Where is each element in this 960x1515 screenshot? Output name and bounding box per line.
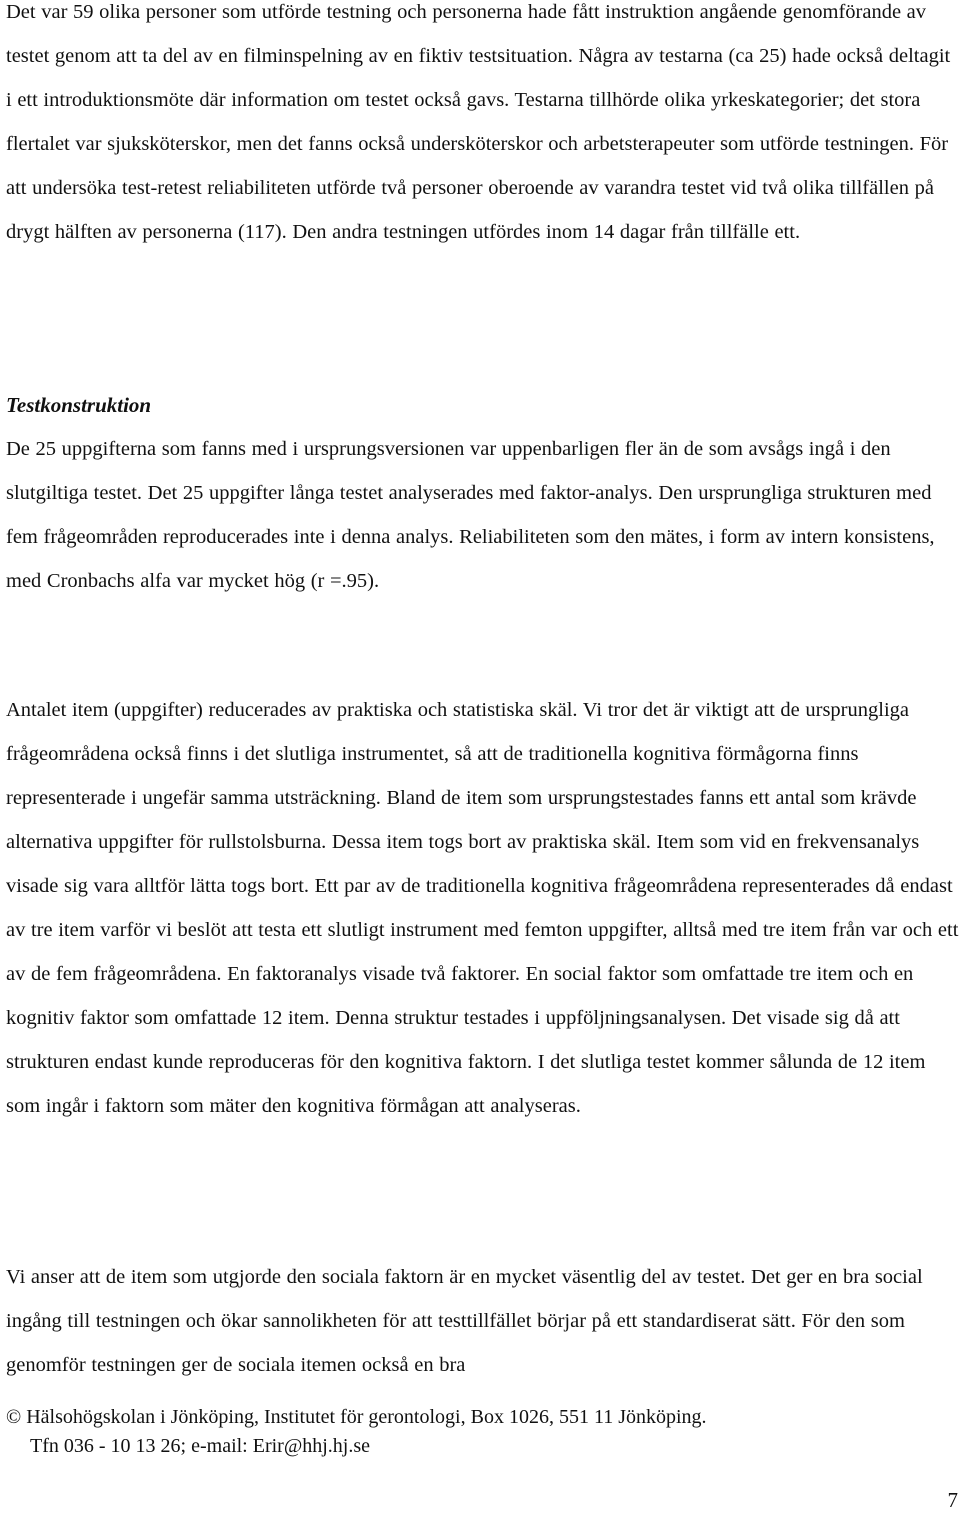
footer-copyright-line: © Hälsohögskolan i Jönköping, Institutet för gerontologi, Box 1026, 551 11 Jönköping. bbox=[6, 1406, 707, 1428]
page-number: 7 bbox=[947, 1488, 958, 1512]
paragraph-testing: Det var 59 olika personer som utförde testning och personerna hade fått instruktion angående genomförande av testet genom att ta del av en filminspelning av en fiktiv testsituation. Några av testarna (ca 25) hade också deltagit i ett introduktionsmöte där information om testet också gavs. Testarna tillhörde olika yrkeskategorier; det stora flertalet var sjuksköterskor, men det fanns också undersköterskor och arbetsterapeuter som utförde testningen. För att undersöka test-retest reliabiliteten utförde två personer oberoende av varandra testet vid två olika tillfällen på drygt hälften av personerna (117). Den andra testningen utfördes inom 14 dagar från tillfälle ett. bbox=[6, 1, 951, 243]
footer-contact-line: Tfn 036 - 10 13 26; e-mail: Erir@hhj.hj.se bbox=[30, 1435, 371, 1457]
section-heading-testkonstruktion: Testkonstruktion bbox=[6, 393, 152, 417]
paragraph-item-reduction: Antalet item (uppgifter) reducerades av praktiska och statistiska skäl. Vi tror det är viktigt att de ursprungliga frågeområdena också finns i det slutliga instrumentet, så att de traditionella kognitiva förmågorna finns representerade i ungefär samma utsträckning. Bland de item som ursprungstestades fanns ett antal som krävde alternativa uppgifter för rullstolsburna. Dessa item togs bort av praktiska skäl. Item som vid en frekvensanalys visade sig vara alltför lätta togs bort. Ett par av de traditionella kognitiva frågeområdena representerades då endast av tre item varför vi beslöt att testa ett slutligt instrument med femton uppgifter, alltså med tre item från var och ett av de fem frågeområdena. En faktoranalys visade två faktorer. En social faktor som omfattade tre item och en kognitiv faktor som omfattade 12 item. Denna struktur testades i uppföljningsanalysen. Det visade sig då att strukturen endast kunde reproduceras för den kognitiva faktorn. I det slutliga testet kommer sålunda de 12 item som ingår i faktorn som mäter den kognitiva förmågan att analyseras. bbox=[6, 699, 959, 1117]
paragraph-social-factor: Vi anser att de item som utgjorde den sociala faktorn är en mycket väsentlig del av testet. Det ger en bra social ingång till testningen och ökar sannolikheten för att testtillfället börjar på ett standardiserat sätt. För den som genomför testningen ger de sociala itemen också en bra bbox=[6, 1266, 923, 1376]
page-footer bbox=[6, 1403, 707, 1461]
paragraph-test-construction: De 25 uppgifterna som fanns med i ursprungsversionen var uppenbarligen fler än de som avsågs ingå i den slutgiltiga testet. Det 25 uppgifter långa testet analyserades med faktor-analys. Den ursprungliga strukturen med fem frågeområden reproducerades inte i denna analys. Reliabiliteten som den mätes, i form av intern konsistens, med Cronbachs alfa var mycket hög (r =.95). bbox=[6, 438, 935, 592]
